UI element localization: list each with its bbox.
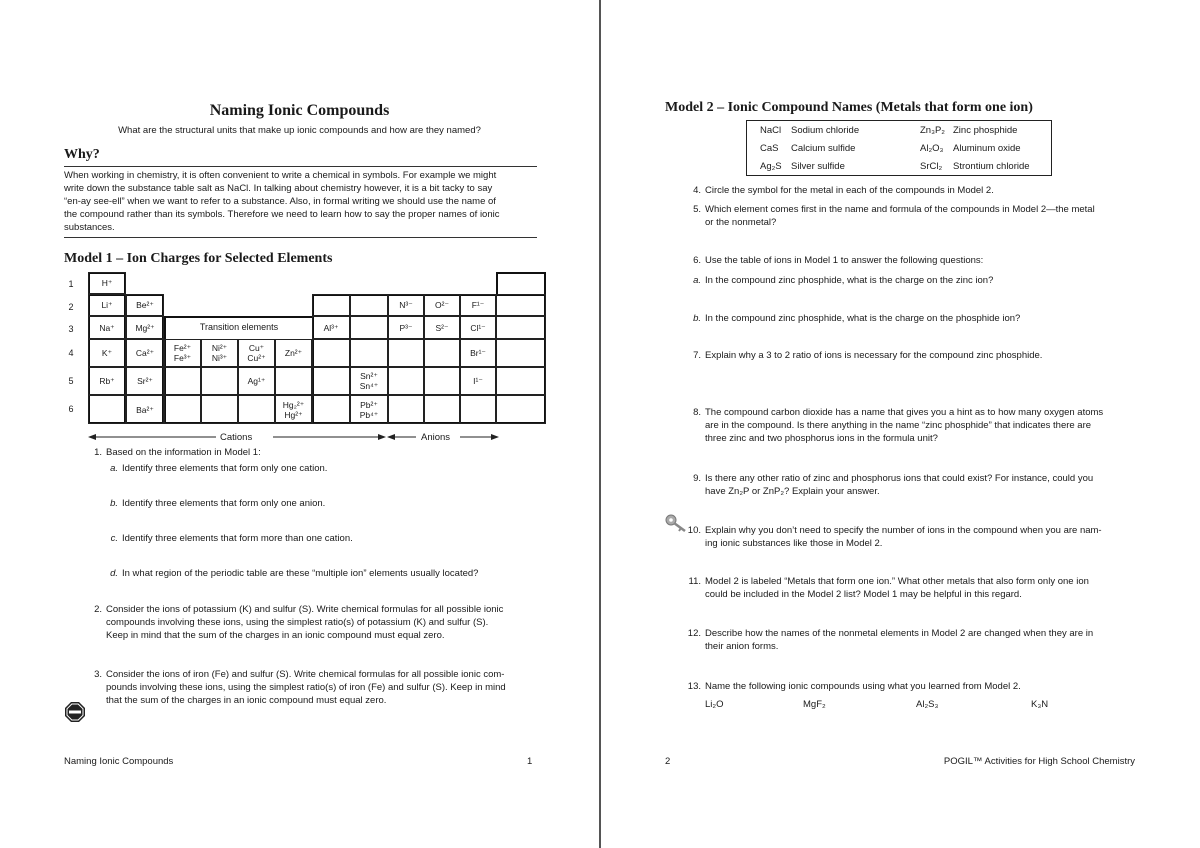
question-line: that the sum of the charges in an ionic compound must equal zero. — [106, 695, 387, 706]
cell-Tl — [312, 395, 350, 424]
cell-B — [312, 294, 350, 316]
cell-Ru — [164, 367, 201, 395]
cell-Cd — [275, 367, 312, 395]
why-rule-top — [64, 166, 537, 167]
cell-Ca: Ca²⁺ — [126, 339, 164, 367]
cell-Al: Al³⁺ — [312, 316, 350, 339]
cell-As — [388, 339, 424, 367]
why-heading: Why? — [64, 147, 100, 162]
question-line: three zinc and two phosphorus ions in the formula unit? — [705, 433, 938, 444]
cations-label: Cations — [220, 432, 253, 443]
transition-elements-label: Transition elements — [199, 322, 279, 332]
model2-row — [747, 140, 1051, 158]
cell-O: O²⁻ — [424, 294, 460, 316]
ion-charge-table — [64, 272, 544, 432]
cell-Rn — [496, 395, 546, 424]
why-line: substances. — [64, 222, 115, 233]
question-line: could be included in the Model 2 list? Model 1 may be helpful in this regard. — [705, 589, 1022, 600]
model1-heading: Model 1 – Ion Charges for Selected Elements — [64, 251, 333, 266]
question-line: The compound carbon dioxide has a name that gives you a hint as to how many oxygen atoms — [705, 407, 1104, 418]
question-line: their anion forms. — [705, 641, 779, 652]
why-line: When working in chemistry, it is often convenient to write a chemical in symbols. For example we might — [64, 170, 497, 181]
cell-Au — [238, 395, 275, 424]
cell-Ar — [496, 316, 546, 339]
model2-row — [747, 122, 1051, 140]
model2-table — [746, 120, 1052, 176]
cell-Ba: Ba²⁺ — [126, 395, 164, 424]
footer-title: POGIL™ Activities for High School Chemistry — [943, 756, 1135, 767]
model2-row — [747, 158, 1051, 176]
question-line: Keep in mind that the sum of the charges in an ionic compound must equal zero. — [106, 630, 445, 641]
row-label: 2 — [68, 302, 74, 312]
cell-Ne — [496, 294, 546, 316]
cell-Fe: Fe²⁺ Fe³⁺ — [164, 339, 201, 367]
question-line: compounds involving these ions, using the simplest ratio(s) of potassium (K) and sulfur (S). — [106, 617, 489, 628]
cell-At — [460, 395, 496, 424]
compound-name: Silver sulfide — [791, 161, 845, 172]
why-line: “en-ay see-ell” when we want to refer to a substance. Also, in formal writing we should use the name of — [64, 196, 496, 207]
cell-Cu: Cu⁺ Cu²⁺ — [238, 339, 275, 367]
question-line: Which element comes first in the name and formula of the compounds in Model 2—the metal — [705, 204, 1095, 215]
anions-label: Anions — [421, 432, 451, 443]
question-line: ing ionic substances like those in Model 2. — [705, 538, 883, 549]
row-label: 5 — [68, 376, 74, 386]
why-line: write down the substance table salt as NaCl. In talking about chemistry however, it is a bit tacky to say — [64, 183, 493, 194]
question-line: have Zn₂P or ZnP₂? Explain your answer. — [705, 486, 880, 497]
cell-Se — [424, 339, 460, 367]
question-line: pounds involving these ions, using the simplest ratio(s) of iron (Fe) and sulfur (S). Keep in mind — [106, 682, 506, 693]
question-line: Consider the ions of potassium (K) and sulfur (S). Write chemical formulas for all possible ionic — [106, 604, 504, 615]
page-subtitle: What are the structural units that make up ionic compounds and how are they named? — [118, 125, 481, 136]
left-page: Naming Ionic Compounds What are the structural units that make up ionic compounds and how are they named? Why? When working in chemistry, it is often convenient to write a chemical in symbols. For example we might write down the substance table salt as NaCl. In talking about chemistry however, it is a bit tacky to say “en-ay see-ell” when we want to refer to a substance. Also, in formal writing we should use the name of the compound rather than its symbols. Therefore we need to learn how to say the proper names of ionic substances. Model 1 – Ion Charges for Selected Elements 1 2 3 4 5 6 H⁺ Li⁺ Be²⁺ N³⁻ O²⁻ F¹⁻ Na⁺ Mg²⁺ Transition elements Al³⁺ P³⁻ S²⁻ Cl¹⁻ K⁺ Ca²⁺ Fe²⁺ Fe³⁺ Ni²⁺ Ni³⁺ Cu⁺ Cu²⁺ Zn²⁺ Br¹⁻ Rb⁺ Sr²⁺ Ag¹⁺ Sn²⁺ Sn⁴⁺ I¹⁻ Ba²⁺ Hg₂²⁺ Hg²⁺ Pb²⁺ Pb⁴⁺ Cations Anions 1. Based on the information in Model 1: a. Identify three elements that form only one cation. b. Identify three elements that form only one anion. c. Identify three elements that form more than one cation. d. In what region of the periodic table are these “multiple ion” elements usually located? 2. Consider the ions of potassium (K) and sulfur (S). Write chemical formulas for all possible ionic compounds involving these ions, using the simplest ratio(s) of potassium (K) and sulfur (S). Keep in mind that the sum of the charges in an ionic compound must equal zero. 3. Consider the ions of iron (Fe) and sulfur (S). Write chemical formulas for all possible ionic com- pounds involving these ions, using the simplest ratio(s) of iron (Fe) and sulfur (S). Keep in mind that the sum of the charges in an ionic compound must equal zero. Naming Ionic Compounds 1 — [0, 0, 599, 848]
cell-Bi — [388, 395, 424, 424]
why-paragraph — [64, 169, 537, 234]
formula: Zn₃P₂ — [920, 125, 945, 136]
page-number: 2 — [665, 756, 671, 767]
cell-Ni: Ni²⁺ Ni³⁺ — [201, 339, 238, 367]
cell-Po — [424, 395, 460, 424]
compound-name: Zinc phosphide — [953, 125, 1018, 136]
cell-K: K⁺ — [88, 339, 126, 367]
question-line: Describe how the names of the nonmetal elements in Model 2 are changed when they are in — [705, 628, 1094, 639]
cell-Ag: Ag¹⁺ — [238, 367, 275, 395]
row-label: 3 — [68, 324, 74, 334]
cell-H: H⁺ — [88, 272, 126, 294]
question-line: Is there any other ratio of zinc and phosphorus ions that could exist? For instance, could you — [705, 473, 1094, 484]
q13-item: K₃N — [1031, 699, 1049, 710]
question-line: are in the compound. Is there anything in the name “zinc phosphide” that indicates there are — [705, 420, 1092, 431]
cell-Li: Li⁺ — [88, 294, 126, 316]
cell-Pd — [201, 367, 238, 395]
row-label: 6 — [68, 404, 74, 414]
formula: NaCl — [760, 125, 782, 136]
cell-Rb: Rb⁺ — [88, 367, 126, 395]
right-page: Model 2 – Ionic Compound Names (Metals that form one ion) NaCl Sodium chloride Zn₃P₂ Zinc phosphide CaS Calcium sulfide Al₂O₃ Aluminum oxide Ag₂S Silver sulfide SrCl₂ Strontium chloride 4. Circle the symbol for the metal in each of the compounds in Model 2. 5. Which element comes first in the name and formula of the compounds in Model 2—the metal or the nonmetal? 6. Use the table of ions in Model 1 to answer the following questions: a. In the compound zinc phosphide, what is the charge on the zinc ion? b. In the compound zinc phosphide, what is the charge on the phosphide ion? 7. Explain why a 3 to 2 ratio of ions is necessary for the compound zinc phosphide. 8. The compound carbon dioxide has a name that gives you a hint as to how many oxygen atoms are in the compound. Is there anything in the name “zinc phosphide” that indicates there are three zinc and two phosphorus ions in the formula unit? 9. Is there any other ratio of zinc and phosphorus ions that could exist? For instance, could you have Zn₂P or ZnP₂? Explain your answer. 10. Explain why you don’t need to specify the number of ions in the compound when you are nam- ing ionic substances like those in Model 2. 11. Model 2 is labeled “Metals that form one ion.” What other metals that also form only one ion could be included in the Model 2 list? Model 1 may be helpful in this regard. 12. Describe how the names of the nonmetal elements in Model 2 are changed when they are in their anion forms. 13. Name the following ionic compounds using what you learned from Model 2. Li₂O MgF₂ Al₂S₃ K₃N 2 POGIL™ Activities for High School Chemistry — [601, 0, 1200, 848]
cell-P: P³⁻ — [388, 316, 424, 339]
cell-Kr — [496, 339, 546, 367]
cell-Mg: Mg²⁺ — [126, 316, 164, 339]
cell-Zn: Zn²⁺ — [275, 339, 312, 367]
cell-Pt — [201, 395, 238, 424]
formula: CaS — [760, 143, 779, 154]
cell-C — [350, 294, 388, 316]
stop-sign-icon — [64, 701, 86, 723]
cell-Be: Be²⁺ — [126, 294, 164, 316]
question-line: Explain why a 3 to 2 ratio of ions is necessary for the compound zinc phosphide. — [705, 350, 1043, 361]
compound-name: Aluminum oxide — [953, 143, 1021, 154]
footer-title: Naming Ionic Compounds — [64, 756, 174, 767]
question-line: or the nonmetal? — [705, 217, 777, 228]
cell-S: S²⁻ — [424, 316, 460, 339]
page-number: 1 — [527, 756, 533, 767]
model2-heading: Model 2 – Ionic Compound Names (Metals that form one ion) — [665, 100, 1033, 115]
cell-In — [312, 367, 350, 395]
why-rule-bottom — [64, 237, 537, 238]
q13-item: Li₂O — [705, 699, 724, 710]
cell-N: N³⁻ — [388, 294, 424, 316]
formula: Al₂O₃ — [920, 143, 944, 154]
cell-Sr: Sr²⁺ — [126, 367, 164, 395]
question-line: Explain why you don’t need to specify the number of ions in the compound when you are nam- — [705, 525, 1102, 536]
noble-top-border — [496, 272, 546, 296]
q13-item: MgF₂ — [803, 699, 826, 710]
cell-Si — [350, 316, 388, 339]
cell-I: I¹⁻ — [460, 367, 496, 395]
cell-Ge — [350, 339, 388, 367]
why-line: the compound rather than its symbols. Therefore we need to learn how to say the proper names of ionic — [64, 209, 500, 220]
compound-name: Sodium chloride — [791, 125, 860, 136]
question-line: Model 2 is labeled “Metals that form one ion.” What other metals that also form only one ion — [705, 576, 1089, 587]
cell-Sn: Sn²⁺ Sn⁴⁺ — [350, 367, 388, 395]
page-title: Naming Ionic Compounds — [209, 102, 390, 119]
cell-Cs — [88, 395, 126, 424]
cell-Br: Br¹⁻ — [460, 339, 496, 367]
cell-Na: Na⁺ — [88, 316, 126, 339]
cell-Os — [164, 395, 201, 424]
cell-Xe — [496, 367, 546, 395]
question-line: In the compound zinc phosphide, what is the charge on the zinc ion? — [705, 275, 994, 286]
cell-Hg: Hg₂²⁺ Hg²⁺ — [275, 395, 312, 424]
question-line: Name the following ionic compounds using what you learned from Model 2. — [705, 681, 1021, 692]
cell-Sb — [388, 367, 424, 395]
row-label: 1 — [68, 279, 74, 289]
question-line: Use the table of ions in Model 1 to answer the following questions: — [705, 255, 984, 266]
compound-name: Calcium sulfide — [791, 143, 856, 154]
cell-Cl: Cl¹⁻ — [460, 316, 496, 339]
cell-Pb: Pb²⁺ Pb⁴⁺ — [350, 395, 388, 424]
formula: SrCl₂ — [920, 161, 943, 172]
compound-name: Strontium chloride — [953, 161, 1030, 172]
question-line: In the compound zinc phosphide, what is the charge on the phosphide ion? — [705, 313, 1021, 324]
question-line: Consider the ions of iron (Fe) and sulfur (S). Write chemical formulas for all possible ionic com- — [106, 669, 505, 680]
q13-item: Al₂S₃ — [916, 699, 939, 710]
formula: Ag₂S — [760, 161, 782, 172]
row-label: 4 — [68, 348, 74, 358]
cell-Ga — [312, 339, 350, 367]
cell-F: F¹⁻ — [460, 294, 496, 316]
question-line: Circle the symbol for the metal in each of the compounds in Model 2. — [705, 185, 994, 196]
cell-Te — [424, 367, 460, 395]
